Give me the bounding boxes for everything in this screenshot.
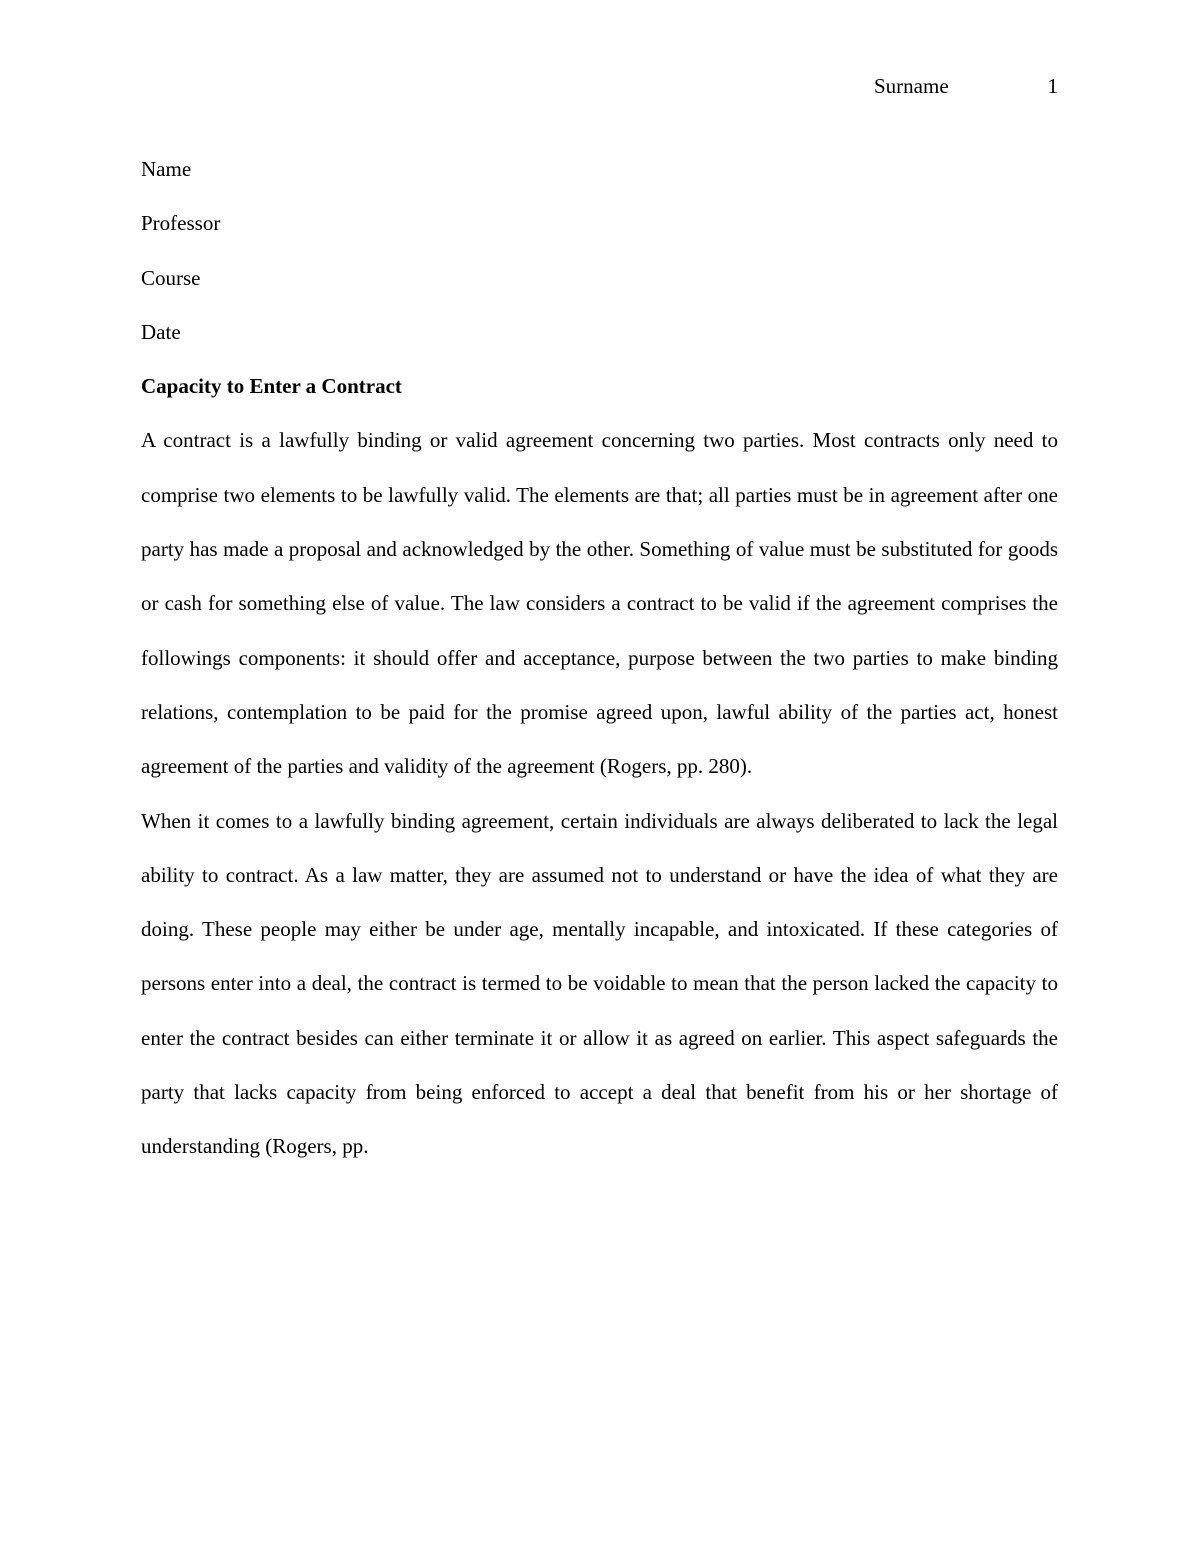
professor-line: Professor xyxy=(141,211,221,236)
body-paragraph-2: When it comes to a lawfully binding agreement, certain individuals are always deliberated to lack the legal ability to contract. As a law matter, they are assumed not to understand or have the idea of what they are doing. These people may either be under age, mentally incapable, and intoxicated. If these categories of persons enter into a deal, the contract is termed to be voidable to mean that the person lacked the capacity to enter the contract besides can either terminate it or allow it as agreed on earlier. This aspect safeguards the party that lacks capacity from being enforced to accept a deal that benefit from his or her shortage of understanding (Rogers, pp. xyxy=(141,808,1058,1159)
course-line: Course xyxy=(141,265,201,290)
document-title: Capacity to Enter a Contract xyxy=(141,374,402,399)
body-paragraph-1: A contract is a lawfully binding or valid agreement concerning two parties. Most contracts only need to comprise two elements to be lawfully valid. The elements are that; all parties must be in agreement after one party has made a proposal and acknowledged by the other. Something of value must be substituted for goods or cash for something else of value. The law considers a contract to be valid if the agreement comprises the followings components: it should offer and acceptance, purpose between the two parties to make binding relations, contemplation to be paid for the promise agreed upon, lawful ability of the parties act, honest agreement of the parties and validity of the agreement (Rogers, pp. 280). xyxy=(141,428,1058,779)
header-surname: Surname xyxy=(874,74,949,98)
document-body xyxy=(141,142,1058,1174)
date-line: Date xyxy=(141,319,181,344)
student-name-line: Name xyxy=(141,157,192,181)
header-page-number: 1 xyxy=(1047,74,1058,98)
